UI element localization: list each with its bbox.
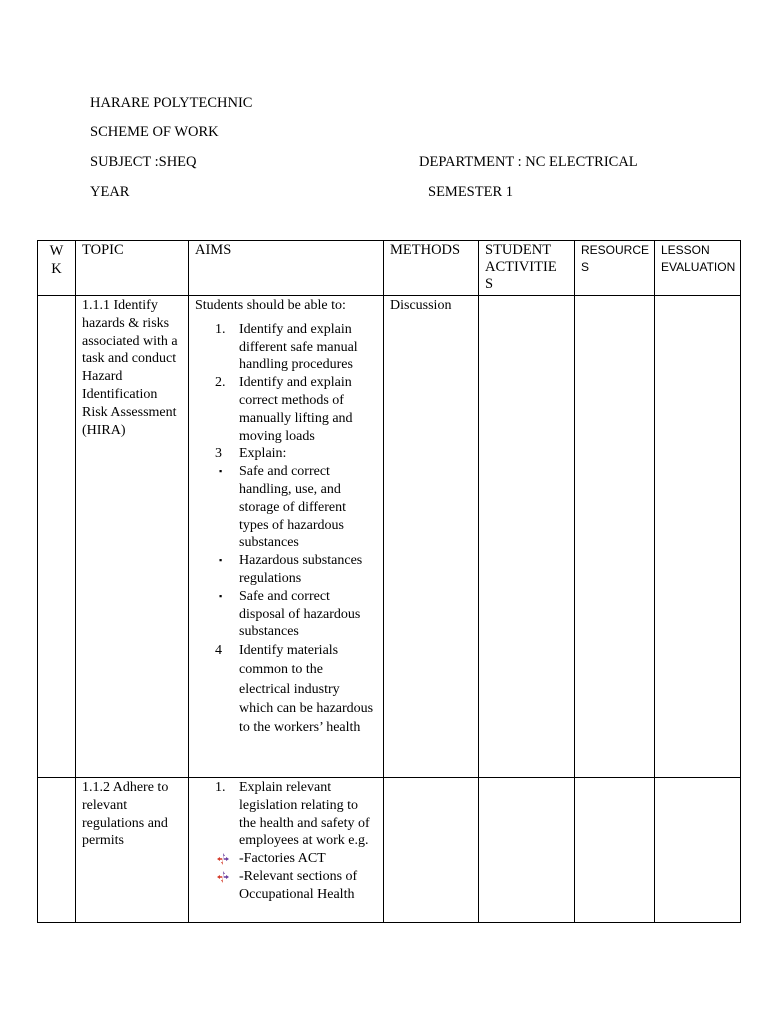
institution-name: HARARE POLYTECHNIC: [90, 95, 253, 111]
department-label: DEPARTMENT : NC ELECTRICAL: [419, 154, 638, 170]
column-header-topic: TOPIC: [76, 241, 189, 296]
aim-item: [195, 374, 377, 445]
column-header-lesson-evaluation: LESSON EVALUATION: [655, 241, 741, 296]
scheme-of-work-table: [37, 240, 741, 923]
aim-text: Explain relevant legislation relating to the health and safety of employees at work e.g.: [239, 780, 370, 849]
table-row: [38, 778, 741, 923]
aim-sub-item: [195, 868, 377, 904]
aim-text: Hazardous substances regulations: [239, 553, 363, 586]
row1-resources: [575, 296, 655, 778]
aim-text: Safe and correct handling, use, and storage of different types of hazardous substances: [239, 464, 347, 551]
year-label: YEAR: [90, 184, 130, 200]
row1-lesson-evaluation: [655, 296, 741, 778]
aim-sub-item: [195, 463, 377, 552]
row1-methods: Discussion: [384, 296, 479, 778]
aim-item: [195, 641, 377, 737]
square-bullet-icon: ▪: [219, 466, 223, 477]
aim-text: -Relevant sections of Occupational Health: [239, 868, 358, 902]
aim-text: Identify and explain different safe manual handling procedures: [239, 321, 358, 373]
aim-item: [195, 321, 377, 374]
aim-item: [195, 779, 377, 850]
row2-aims: [189, 778, 384, 923]
row2-resources: [575, 778, 655, 923]
aim-marker: 4: [215, 643, 222, 659]
aim-marker: 2.: [215, 375, 226, 391]
row1-aims: [189, 296, 384, 778]
aim-text: Safe and correct disposal of hazardous substances: [239, 588, 361, 640]
table-row: [38, 296, 741, 778]
aims-list: [195, 779, 377, 904]
aims-list: [195, 321, 377, 737]
aim-marker: 1.: [215, 321, 226, 337]
aim-text: Explain:: [239, 446, 287, 462]
aim-marker: 3: [215, 446, 222, 462]
row2-lesson-evaluation: [655, 778, 741, 923]
column-header-aims: AIMS: [189, 241, 384, 296]
semester-label: SEMESTER 1: [428, 184, 513, 200]
column-header-resources: RESOURCE S: [575, 241, 655, 296]
row1-topic: 1.1.1 Identify hazards & risks associated with a task and conduct Hazard Identification Risk Assessment (HIRA): [76, 296, 189, 778]
aim-item: [195, 445, 377, 463]
row2-topic: 1.1.2 Adhere to relevant regulations and permits: [76, 778, 189, 923]
aims-intro: Students should be able to:: [195, 298, 346, 313]
row2-methods: [384, 778, 479, 923]
table-header-row: [38, 241, 741, 296]
row1-wk: [38, 296, 76, 778]
subject-label: SUBJECT :SHEQ: [90, 154, 197, 170]
aim-text: Identify and explain correct methods of manually lifting and moving loads: [239, 375, 353, 444]
aim-marker: 1.: [215, 780, 226, 795]
aim-sub-item: [195, 588, 377, 641]
row1-student-activities: [479, 296, 575, 778]
square-bullet-icon: ▪: [219, 590, 223, 601]
aim-text: Identify materials common to the electrical industry which can be hazardous to the workers’ health: [239, 643, 374, 735]
row2-wk: [38, 778, 76, 923]
document-title: SCHEME OF WORK: [90, 124, 219, 140]
column-header-student-activities: STUDENT ACTIVITIE S: [479, 241, 575, 296]
square-bullet-icon: ▪: [219, 555, 223, 566]
aim-sub-item: [195, 552, 377, 588]
column-header-wk: W K: [38, 241, 76, 296]
aim-text: -Factories ACT: [239, 851, 326, 867]
four-way-arrow-bullet-icon: [217, 853, 229, 865]
column-header-methods: METHODS: [384, 241, 479, 296]
four-way-arrow-bullet-icon: [217, 871, 229, 883]
aim-sub-item: [195, 850, 377, 868]
row2-student-activities: [479, 778, 575, 923]
